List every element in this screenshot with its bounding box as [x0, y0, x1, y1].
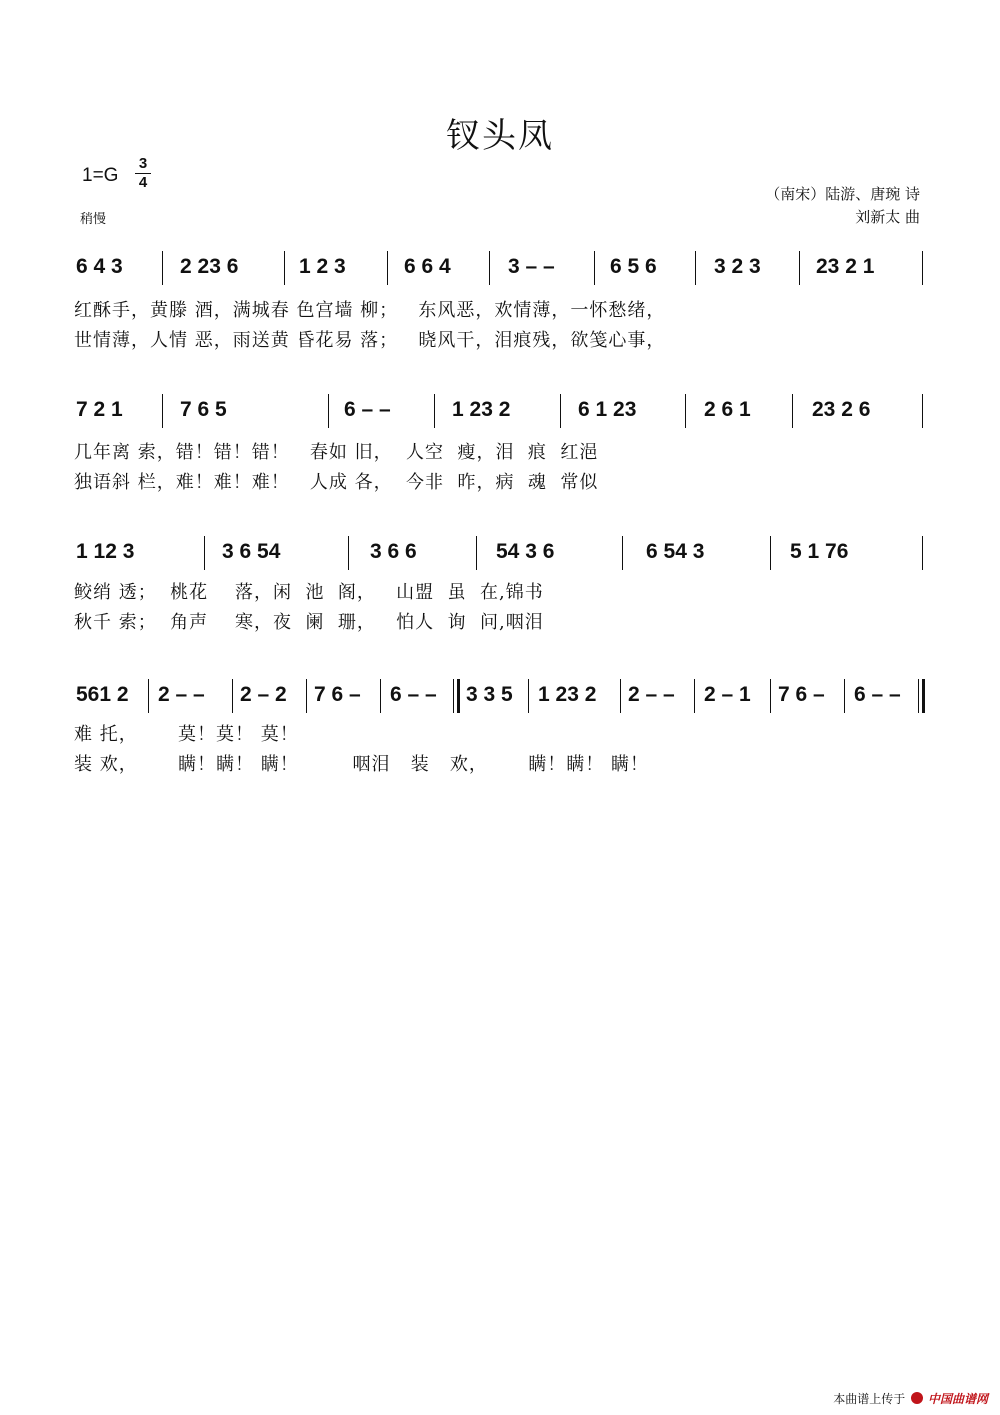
barline [476, 536, 477, 570]
lyricist-credit: （南宋）陆游、唐琬 诗 [765, 185, 920, 203]
lyric-line: 装 欢， 瞒！瞒！ 瞒！ 咽泪 装 欢， 瞒！瞒！ 瞒！ [74, 754, 649, 775]
page-title: 钗头凤 [446, 116, 554, 156]
barline [204, 536, 205, 570]
measure: 6 5 6 [610, 255, 657, 278]
composer-credit: 刘新太 曲 [855, 208, 920, 226]
measure: 23 2 6 [812, 398, 871, 421]
footer-brand-link[interactable]: 中国曲谱网 [927, 1392, 988, 1406]
time-signature-bottom: 4 [138, 174, 148, 191]
measure: 3 2 3 [714, 255, 761, 278]
time-signature-top: 3 [138, 155, 148, 172]
measure: 6 – – [390, 683, 437, 706]
measure: 2 – 2 [240, 683, 287, 706]
barline [162, 251, 163, 285]
barline [922, 536, 923, 570]
measure: 3 6 6 [370, 540, 417, 563]
footer-prefix: 本曲谱上传于 [833, 1392, 906, 1406]
barline [770, 679, 771, 713]
measure: 7 6 – [778, 683, 825, 706]
barline [685, 394, 686, 428]
tempo-marking: 稍慢 [80, 212, 107, 227]
barline [528, 679, 529, 713]
measure: 7 6 5 [180, 398, 227, 421]
measure: 3 3 5 [466, 683, 513, 706]
barline [922, 251, 923, 285]
measure: 1 23 2 [452, 398, 511, 421]
measure: 3 6 54 [222, 540, 281, 563]
measure: 7 2 1 [76, 398, 123, 421]
lyric-line: 世情薄，人情 恶，雨送黄 昏花易 落； 晓风干，泪痕残，欲笺心事， [74, 330, 666, 351]
measure: 5 1 76 [790, 540, 849, 563]
barline [148, 679, 149, 713]
lyric-line: 独语斜 栏，难！难！难！ 人成 各， 今非 昨，病 魂 常似 [74, 472, 599, 493]
measure: 6 – – [344, 398, 391, 421]
barline [922, 394, 923, 428]
barline [328, 394, 329, 428]
barline [162, 394, 163, 428]
barline [770, 536, 771, 570]
lyric-line: 难 托， 莫！莫！ 莫！ [74, 724, 299, 745]
site-logo-icon [911, 1392, 923, 1404]
barline [594, 251, 595, 285]
barline [799, 251, 800, 285]
lyric-line: 秋千 索； 角声 寒，夜 阑 珊， 怕人 询 问,咽泪 [74, 612, 544, 633]
notation-row [76, 540, 932, 580]
measure: 2 23 6 [180, 255, 239, 278]
measure: 3 – – [508, 255, 555, 278]
barline [306, 679, 307, 713]
measure: 6 6 4 [404, 255, 451, 278]
lyric-line: 几年离 索，错！错！错！ 春如 旧， 人空 瘦，泪 痕 红浥 [74, 442, 599, 463]
barline [560, 394, 561, 428]
measure: 561 2 [76, 683, 129, 706]
footer [833, 1390, 988, 1407]
repeat-barline [457, 679, 460, 713]
measure: 2 6 1 [704, 398, 751, 421]
barline [284, 251, 285, 285]
barline [232, 679, 233, 713]
barline [620, 679, 621, 713]
notation-row [76, 683, 932, 723]
barline [434, 394, 435, 428]
measure: 2 – – [628, 683, 675, 706]
barline [694, 679, 695, 713]
measure: 23 2 1 [816, 255, 875, 278]
measure: 7 6 – [314, 683, 361, 706]
barline [695, 251, 696, 285]
key-signature: 1=G [82, 165, 119, 186]
barline [387, 251, 388, 285]
notation-row [76, 398, 932, 438]
time-signature [133, 155, 153, 192]
barline [792, 394, 793, 428]
barline [489, 251, 490, 285]
barline [844, 679, 845, 713]
measure: 1 12 3 [76, 540, 135, 563]
barline [380, 679, 381, 713]
measure: 54 3 6 [496, 540, 555, 563]
final-barline [922, 679, 925, 713]
measure: 6 1 23 [578, 398, 637, 421]
barline [348, 536, 349, 570]
lyric-line: 鲛绡 透； 桃花 落，闲 池 阁， 山盟 虽 在,锦书 [74, 582, 544, 603]
final-barline [918, 679, 919, 713]
repeat-barline [453, 679, 454, 713]
lyric-line: 红酥手，黄滕 酒，满城春 色宫墙 柳； 东风恶，欢情薄，一怀愁绪， [74, 300, 666, 321]
measure: 6 4 3 [76, 255, 123, 278]
measure: 6 54 3 [646, 540, 705, 563]
measure: 2 – 1 [704, 683, 751, 706]
notation-row [76, 255, 932, 295]
barline [622, 536, 623, 570]
measure: 1 2 3 [299, 255, 346, 278]
measure: 1 23 2 [538, 683, 597, 706]
measure: 2 – – [158, 683, 205, 706]
measure: 6 – – [854, 683, 901, 706]
